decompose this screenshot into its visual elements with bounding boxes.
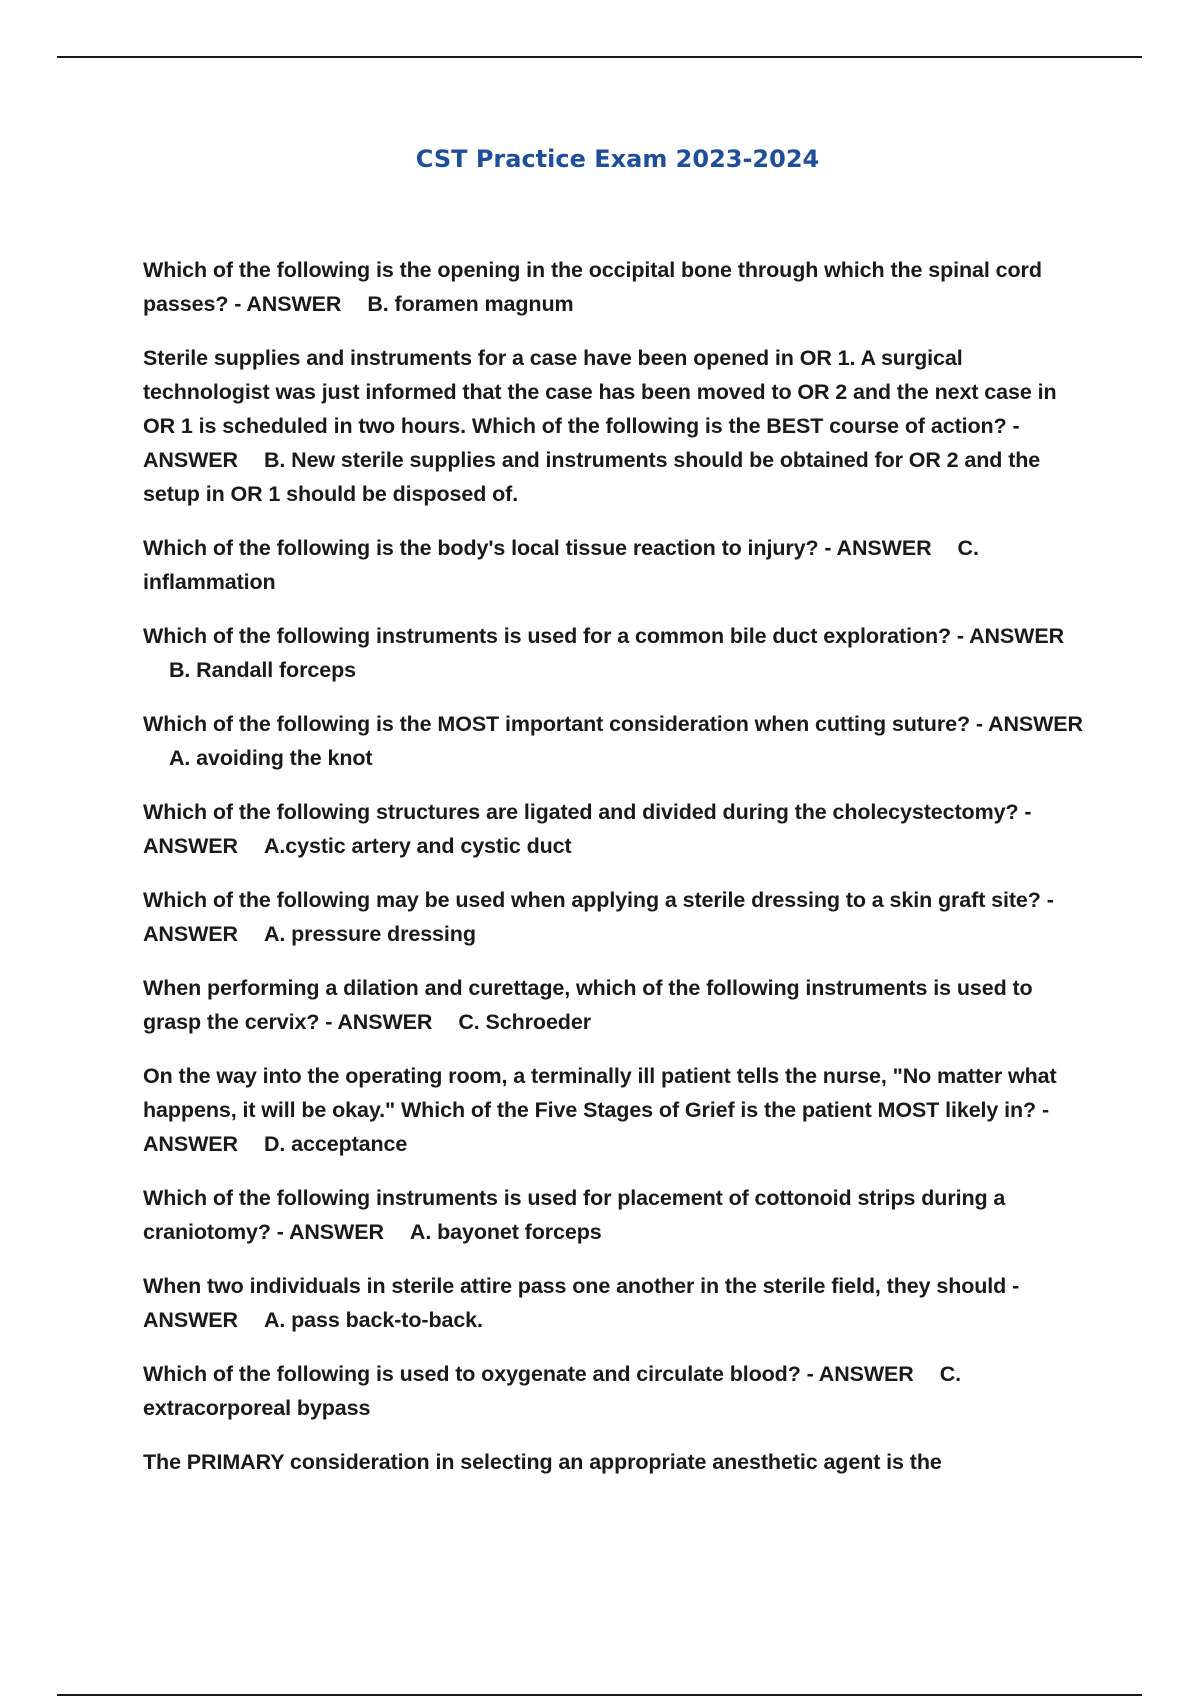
qa-item: Which of the following instruments is used for placement of cottonoid strips during a craniotomy? - ANSWER A. bayonet forceps [143,1186,1006,1244]
answer-text: A. pass back-to-back. [263,1308,483,1332]
document-title: CST Practice Exam 2023-2024 [415,145,820,173]
answer-text: B. Randall forceps [169,658,356,682]
qa-item: On the way into the operating room, a terminally ill patient tells the nurse, "No matter what happens, it will be okay." Which of the Five Stages of Grief is the patient MOST likely in? - ANSWER D. acceptance [143,1064,1057,1156]
qa-list [143,253,1083,1499]
answer-label: ANSWER [143,1308,238,1332]
answer-text: A.cystic artery and cystic duct [263,834,572,858]
answer-text: C. extracorporeal bypass [143,1362,962,1420]
trailing-question: The PRIMARY consideration in selecting an appropriate anesthetic agent is the [143,1450,942,1474]
question-text: Sterile supplies and instruments for a case have been opened in OR 1. A surgical technologist was just informed that the case has been moved to OR 2 and the next case in OR 1 is scheduled in two hours. Which of the following is the BEST course of action? [143,346,1057,438]
answer-label: ANSWER [288,1220,384,1244]
qa-item: When performing a dilation and curettage, which of the following instruments is used to grasp the cervix? - ANSWER C. Schroeder [143,976,1033,1034]
answer-text: A. avoiding the knot [169,746,373,770]
answer-text: B. New sterile supplies and instruments should be obtained for OR 2 and the setup in OR 1 should be disposed of. [143,448,1041,506]
answer-text: A. bayonet forceps [409,1220,602,1244]
bottom-rule [57,1694,1142,1696]
answer-label: ANSWER [143,922,238,946]
question-text: Which of the following is the opening in the occipital bone through which the spinal cord passes? [143,258,1042,316]
answer-label: ANSWER [969,624,1065,648]
qa-item: Which of the following is the body's local tissue reaction to injury? - ANSWER C. inflammation [143,536,979,594]
question-text: When two individuals in sterile attire pass one another in the sterile field, they should [143,1274,1007,1298]
answer-label: ANSWER [836,536,932,560]
qa-item: When two individuals in sterile attire pass one another in the sterile field, they should - ANSWER A. pass back-to-back. [143,1274,1020,1332]
question-text: Which of the following is the MOST important consideration when cutting suture? [143,712,970,736]
qa-item: Which of the following instruments is used for a common bile duct exploration? - ANSWERB. Randall forceps [143,624,1065,682]
question-text: When performing a dilation and curettage, which of the following instruments is used to grasp the cervix? [143,976,1033,1034]
qa-item: Which of the following is the MOST important consideration when cutting suture? - ANSWERA. avoiding the knot [143,712,1083,770]
question-text: Which of the following instruments is used for a common bile duct exploration? [143,624,952,648]
answer-text: B. foramen magnum [367,292,574,316]
answer-label: ANSWER [818,1362,914,1386]
answer-label: ANSWER [143,1132,238,1156]
answer-text: D. acceptance [263,1132,408,1156]
answer-label: ANSWER [143,448,238,472]
answer-label: ANSWER [988,712,1083,736]
answer-label: ANSWER [246,292,342,316]
question-text: Which of the following instruments is used for placement of cottonoid strips during a craniotomy? [143,1186,1006,1244]
question-text: Which of the following is used to oxygenate and circulate blood? [143,1362,801,1386]
answer-text: C. Schroeder [458,1010,591,1034]
question-text: Which of the following may be used when applying a sterile dressing to a skin graft site? [143,888,1041,912]
top-rule [57,56,1142,58]
answer-label: ANSWER [337,1010,433,1034]
qa-item: Sterile supplies and instruments for a case have been opened in OR 1. A surgical technologist was just informed that the case has been moved to OR 2 and the next case in OR 1 is scheduled in two hours. Which of the following is the BEST course of action? - ANSWER B. New sterile supplies and instruments should be obtained for OR 2 and the setup in OR 1 should be disposed of. [143,346,1057,506]
answer-text: A. pressure dressing [263,922,476,946]
qa-item: Which of the following is used to oxygenate and circulate blood? - ANSWER C. extracorporeal bypass [143,1362,962,1420]
question-text: Which of the following is the body's local tissue reaction to injury? [143,536,819,560]
qa-item: Which of the following structures are ligated and divided during the cholecystectomy? - ANSWER A.cystic artery and cystic duct [143,800,1032,858]
answer-label: ANSWER [143,834,238,858]
question-text: Which of the following structures are ligated and divided during the cholecystectomy? [143,800,1019,824]
qa-item: Which of the following may be used when applying a sterile dressing to a skin graft site? - ANSWER A. pressure dressing [143,888,1054,946]
qa-item: Which of the following is the opening in the occipital bone through which the spinal cord passes? - ANSWER B. foramen magnum [143,258,1042,316]
answer-text: C. inflammation [143,536,979,594]
question-text: On the way into the operating room, a terminally ill patient tells the nurse, "No matter what happens, it will be okay." Which of the Five Stages of Grief is the patient MOST likely in? [143,1064,1057,1122]
